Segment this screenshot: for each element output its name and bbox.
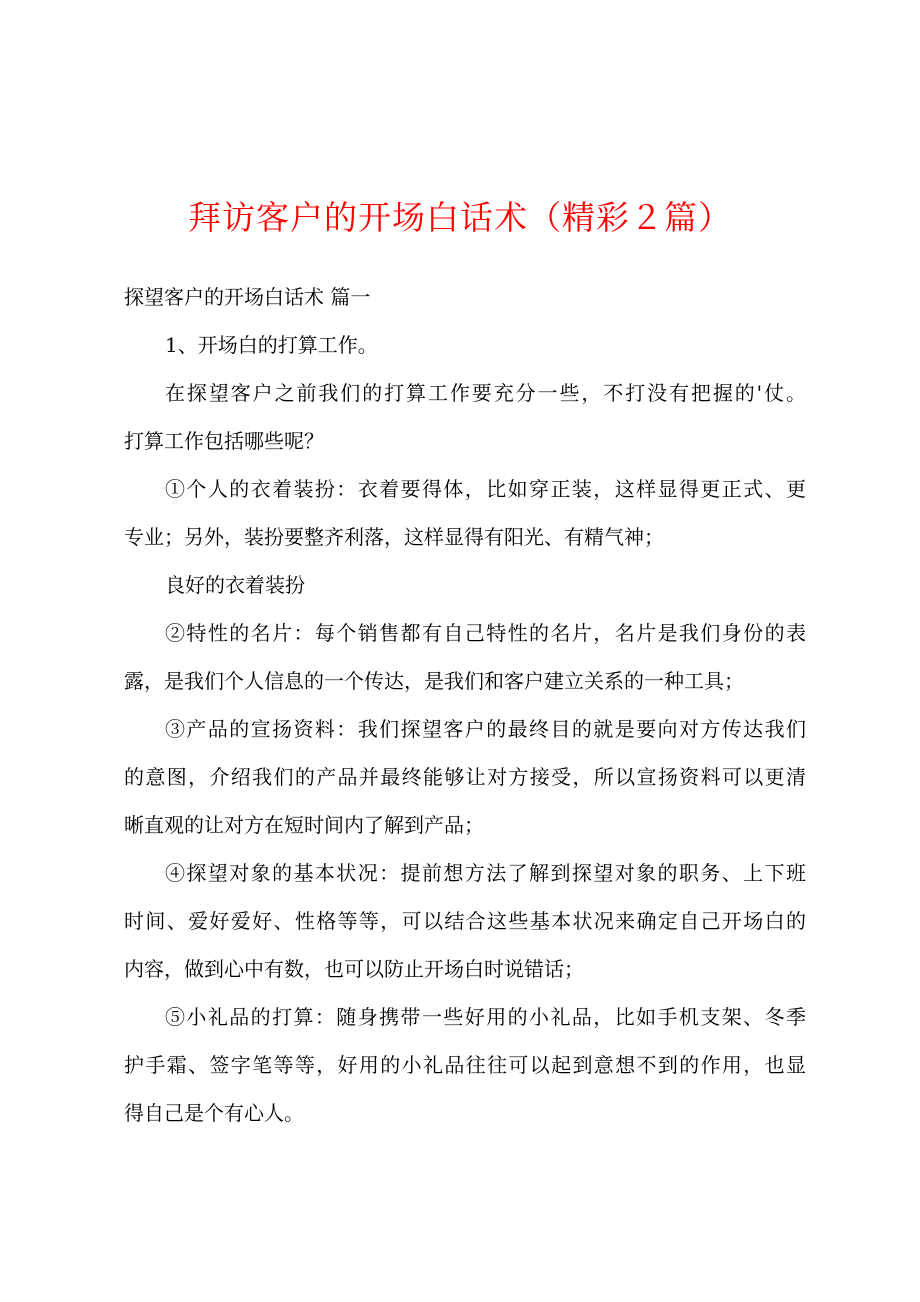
paragraph-line: 在探望客户之前我们的打算工作要充分一些，不打没有把握的'仗。 [165,381,806,405]
paragraph-line: ④探望对象的基本状况：提前想方法了解到探望对象的职务、上下班 [165,861,806,885]
paragraph-line: 护手霜、签字笔等等，好用的小礼品往往可以起到意想不到的作用，也显 [124,1053,806,1077]
paragraph-line: 专业；另外，装扮要整齐利落，这样显得有阳光、有精气神； [124,525,664,549]
paragraph-line: 1、开场白的打算工作。 [165,333,378,357]
paragraph [124,561,806,609]
paragraph-line: ①个人的衣着装扮：衣着要得体，比如穿正装，这样显得更正式、更 [165,477,806,501]
paragraph-line: 得自己是个有心人。 [124,1101,304,1125]
paragraph-line: 时间、爱好爱好、性格等等，可以结合这些基本状况来确定自己开场白的 [124,909,806,933]
document-title: 拜访客户的开场白话术（精彩２篇） [188,198,732,237]
document-body [124,273,806,1137]
paragraph [124,369,806,465]
paragraph-line: 打算工作包括哪些呢？ [124,429,324,453]
section-heading: 探望客户的开场白话术 篇一 [124,285,371,309]
paragraph-line: 良好的衣着装扮 [165,573,305,597]
paragraph [124,465,806,561]
paragraph-line: 的意图，介绍我们的产品并最终能够让对方接受，所以宣扬资料可以更清 [124,765,806,789]
paragraph-line: 晰直观的让对方在短时间内了解到产品； [124,813,484,837]
paragraph [124,705,806,849]
paragraph [124,849,806,993]
paragraph [124,993,806,1137]
paragraphs [124,321,806,1137]
paragraph [124,609,806,705]
paragraph-line: 内容，做到心中有数，也可以防止开场白时说错话； [124,957,584,981]
paragraph-line: ⑤小礼品的打算：随身携带一些好用的小礼品，比如手机支架、冬季 [165,1005,806,1029]
paragraph [124,321,806,369]
paragraph-line: ③产品的宣扬资料：我们探望客户的最终目的就是要向对方传达我们 [165,717,806,741]
paragraph-line: 露，是我们个人信息的一个传达，是我们和客户建立关系的一种工具； [124,669,744,693]
paragraph-line: ②特性的名片：每个销售都有自己特性的名片，名片是我们身份的表 [165,621,806,645]
